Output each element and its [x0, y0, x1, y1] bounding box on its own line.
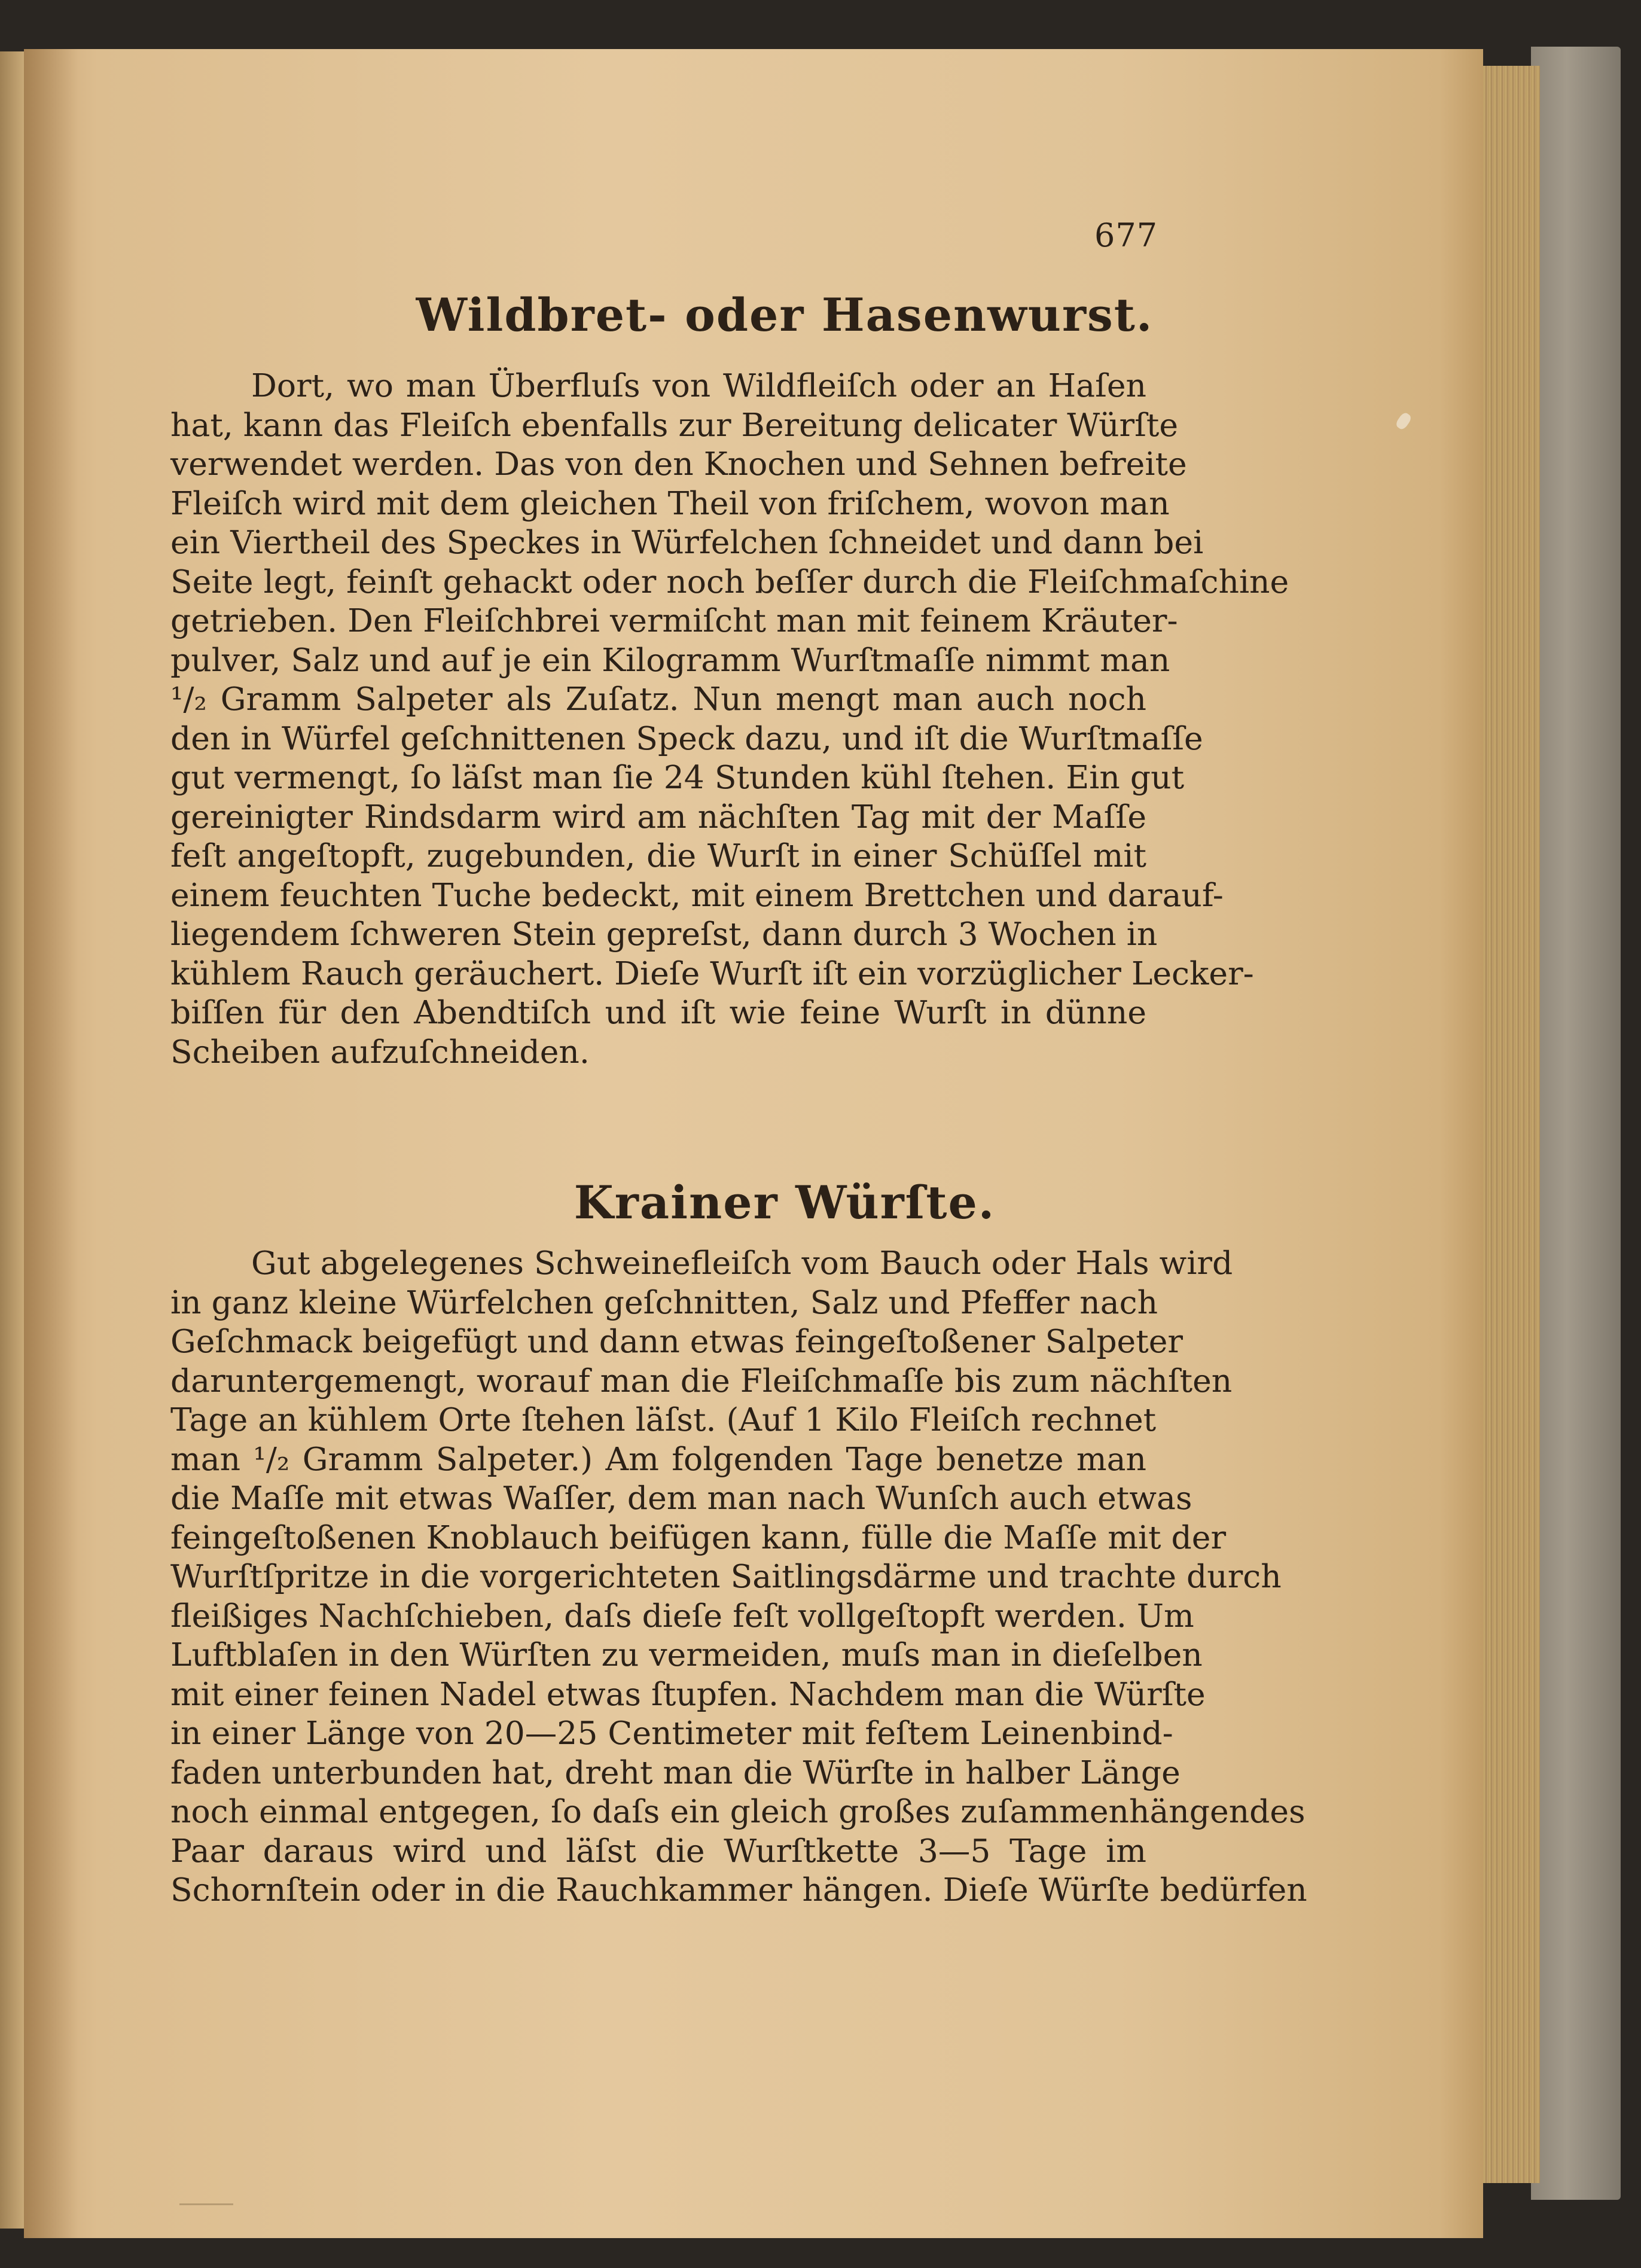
text-line: Gut abgelegenes Schweinefleiſch vom Bauch oder Hals wird	[251, 1244, 1233, 1282]
text-line: Fleiſch wird mit dem gleichen Theil von friſchem, wovon man	[170, 484, 1170, 522]
text-line: getrieben. Den Fleiſchbrei vermiſcht man mit feinem Kräuter-	[170, 602, 1178, 639]
page-edges	[1477, 66, 1540, 2183]
pencil-mark	[179, 2203, 233, 2205]
text-line: verwendet werden. Das von den Knochen und Sehnen befreite	[170, 445, 1187, 483]
text-line: hat, kann das Fleiſch ebenfalls zur Bereitung delicater Würſte	[170, 406, 1179, 444]
text-line: noch einmal entgegen, ſo daſs ein gleich großes zuſammenhängendes	[170, 1793, 1306, 1830]
facing-page-edge	[0, 51, 24, 2229]
text-line: in einer Länge von 20—25 Centimeter mit feſtem Leinenbind-	[170, 1714, 1173, 1752]
text-line: pulver, Salz und auf je ein Kilogramm Wurſtmaſſe nimmt man	[170, 641, 1170, 679]
text-line: Luftblaſen in den Würſten zu vermeiden, muſs man in dieſelben	[170, 1636, 1203, 1673]
text-line: einem feuchten Tuche bedeckt, mit einem Brettchen und darauf-	[170, 876, 1224, 914]
text-line: in ganz kleine Würfelchen geſchnitten, Salz und Pfeffer nach	[170, 1283, 1158, 1321]
text-line: Wurſtſpritze in die vorgerichteten Saitlingsdärme und trachte durch	[170, 1557, 1282, 1595]
text-line: gereinigter Rindsdarm wird am nächſten Tag mit der Maſſe	[170, 797, 1146, 836]
section-title-krainer: Krainer Würſte.	[574, 1176, 996, 1229]
text-line: man ¹/₂ Gramm Salpeter.) Am folgenden Tage benetze man	[170, 1440, 1146, 1478]
text-line: Dort, wo man Überfluſs von Wildfleiſch oder an Haſen	[251, 367, 1146, 404]
text-line: kühlem Rauch geräuchert. Dieſe Wurſt iſt ein vorzüglicher Lecker-	[170, 954, 1254, 992]
text-line: Scheiben aufzuſchneiden.	[170, 1032, 590, 1071]
text-line: Tage an kühlem Orte ſtehen läſst. (Auf 1 Kilo Fleiſch rechnet	[170, 1401, 1157, 1438]
paragraph-wildbret	[170, 366, 1289, 1071]
text-line: feſt angeſtopft, zugebunden, die Wurſt in einer Schüſſel mit	[170, 837, 1146, 874]
text-line: die Maſſe mit etwas Waſſer, dem man nach Wunſch auch etwas	[170, 1479, 1192, 1517]
text-line: biſſen für den Abendtiſch und iſt wie feine Wurſt in dünne	[170, 993, 1146, 1031]
text-line: faden unterbunden hat, dreht man die Würſte in halber Länge	[170, 1753, 1181, 1791]
page-number: 677	[1094, 217, 1158, 254]
text-line: ein Viertheil des Speckes in Würfelchen ſchneidet und dann bei	[170, 523, 1204, 561]
text-line: Paar daraus wird und läſst die Wurſtkette 3—5 Tage im	[170, 1831, 1146, 1870]
text-line: Schornſtein oder in die Rauchkammer hängen. Dieſe Würſte bedürfen	[170, 1871, 1307, 1909]
text-line: Seite legt, feinſt gehackt oder noch beſſer durch die Fleiſchmaſchine	[170, 562, 1289, 600]
text-line: mit einer feinen Nadel etwas ſtupfen. Nachdem man die Würſte	[170, 1675, 1206, 1713]
text-line: fleißiges Nachſchieben, daſs dieſe feſt vollgeſtopft werden. Um	[170, 1596, 1194, 1635]
text-line: ¹/₂ Gramm Salpeter als Zuſatz. Nun mengt man auch noch	[170, 680, 1146, 718]
text-line: daruntergemengt, worauf man die Fleiſchmaſſe bis zum nächſten	[170, 1361, 1233, 1400]
text-line: den in Würfel geſchnittenen Speck dazu, und iſt die Wurſtmaſſe	[170, 719, 1203, 757]
section-title-wildbret: Wildbret- oder Hasenwurst.	[416, 288, 1154, 342]
book-cover-edge	[1531, 47, 1621, 2200]
text-line: gut vermengt, ſo läſst man ſie 24 Stunden kühl ſtehen. Ein gut	[170, 758, 1185, 796]
page-gutter-shadow	[24, 49, 78, 2238]
text-line: feingeſtoßenen Knoblauch beifügen kann, fülle die Maſſe mit der	[170, 1518, 1227, 1556]
paragraph-krainer	[170, 1243, 1307, 1910]
text-line: Geſchmack beigefügt und dann etwas feingeſtoßener Salpeter	[170, 1322, 1183, 1360]
text-line: liegendem ſchweren Stein gepreſst, dann durch 3 Wochen in	[170, 915, 1158, 953]
